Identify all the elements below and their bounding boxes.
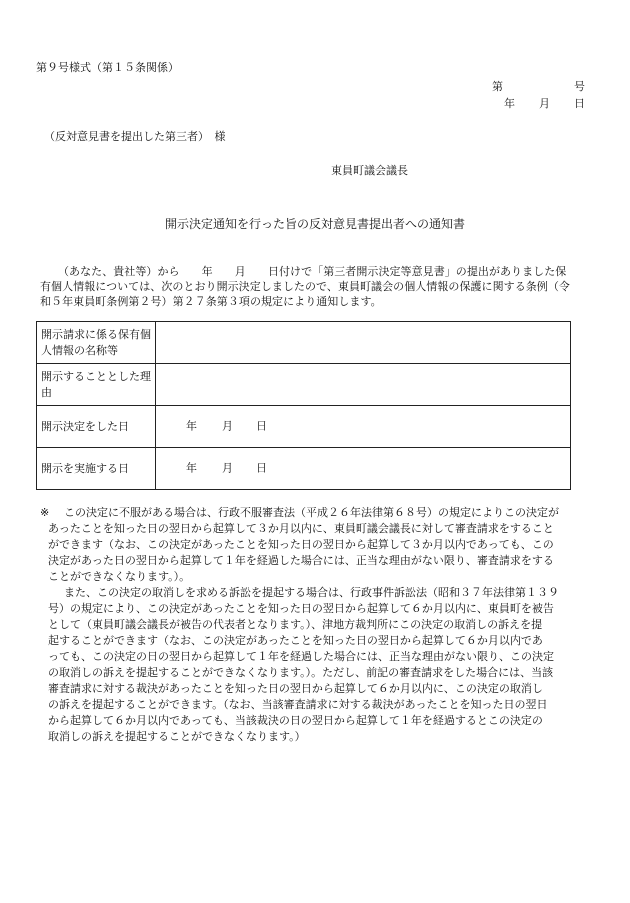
issue-date-month: 月 — [539, 97, 550, 110]
doc-number-prefix: 第 — [492, 80, 503, 93]
document-title: 開示決定通知を行った旨の反対意見書提出者への通知書 — [164, 217, 465, 231]
row-label-reason: 開示することとした理由 — [37, 364, 156, 406]
note-line: 号）の規定により、この決定があったことを知った日の翌日から起算して６か月以内に、東員町を被告 — [48, 602, 554, 615]
doc-number-suffix: 号 — [574, 80, 585, 93]
note-line: ができます（なお、この決定があったことを知った日の翌日から起算して３か月以内であっても、この — [48, 538, 554, 551]
implementation-date-day: 日 — [256, 461, 267, 475]
body-paragraph — [40, 264, 590, 309]
note-line: ことができなくなります。）。 — [48, 570, 191, 583]
notice-section — [40, 505, 590, 745]
table-row — [37, 406, 571, 448]
implementation-date-year: 年 — [186, 461, 197, 475]
note-line: 審査請求に対する裁決があったことを知った日の翌日から起算して６か月以内に、この決定の取消し — [48, 682, 543, 695]
decision-date-day: 日 — [256, 419, 267, 433]
issue-date-year: 年 — [504, 97, 515, 110]
table-row — [37, 364, 571, 406]
note-line: として（東員町議会議長が被告の代表者となります。）、津地方裁判所にこの決定の取消しの訴えを提 — [48, 618, 543, 631]
note-line: また、この決定の取消しを求める訴訟を提起する場合は、行政事件訴訟法（昭和３７年法律第１３９ — [64, 586, 559, 599]
row-label-info-name: 開示請求に係る保有個人情報の名称等 — [37, 322, 156, 364]
note-line: 起することができます（なお、この決定があったことを知った日の翌日から起算して６か月以内であ — [48, 634, 543, 647]
note-line: の訴えを提起することができます。（なお、当該審査請求に対する裁決があったことを知った日の翌日 — [48, 698, 548, 711]
note-line: から起算して６か月以内であっても、当該裁決の日の翌日から起算して１年を経過するとこの決定の — [48, 714, 543, 727]
body-line: 有個人情報については、次のとおり開示決定しましたので、東員町議会の個人情報の保護に関する条例（令 — [40, 280, 570, 293]
sender: 東員町議会議長 — [331, 164, 408, 177]
note-line: 決定があった日の翌日から起算して１年を経過した場合には、正当な理由がない限り、審査請求をする — [48, 554, 554, 567]
issue-date-day: 日 — [574, 97, 585, 110]
row-label-implementation-date: 開示を実施する日 — [37, 448, 156, 490]
body-line: （あなた、貴社等）から 年 月 日付けで「第三者開示決定等意見書」の提出がありました保 — [58, 265, 567, 278]
recipient: （反対意見書を提出した第三者） 様 — [44, 130, 226, 143]
note-line: この決定に不服がある場合は、行政不服審査法（平成２６年法律第６８号）の規定によりこの決定が — [64, 506, 559, 519]
decision-date-year: 年 — [186, 419, 197, 433]
row-value-decision-date — [156, 406, 571, 448]
note-line: の取消しの訴えを提起することができなくなります。）。ただし、前記の審査請求をした場合には、当該 — [48, 666, 554, 679]
form-number: 第９号様式（第１５条関係） — [36, 61, 179, 74]
note-line: 取消しの訴えを提起することができなくなります。） — [48, 730, 306, 743]
row-label-decision-date: 開示決定をした日 — [37, 406, 156, 448]
note-mark: ※ — [40, 506, 50, 519]
implementation-date-month: 月 — [222, 461, 233, 475]
row-value-info-name — [156, 322, 571, 364]
decision-date-month: 月 — [222, 419, 233, 433]
table-row — [37, 322, 571, 364]
body-line: 和５年東員町条例第２号）第２７条第３項の規定により通知します。 — [40, 295, 382, 308]
row-value-reason — [156, 364, 571, 406]
note-line: っても、この決定の日の翌日から起算して１年を経過した場合には、正当な理由がない限り、この決定 — [48, 650, 554, 663]
note-line: あったことを知った日の翌日から起算して３か月以内に、東員町議会議長に対して審査請求をすること — [48, 522, 554, 535]
row-value-implementation-date — [156, 448, 571, 490]
table-row — [37, 448, 571, 490]
info-table — [36, 321, 571, 490]
